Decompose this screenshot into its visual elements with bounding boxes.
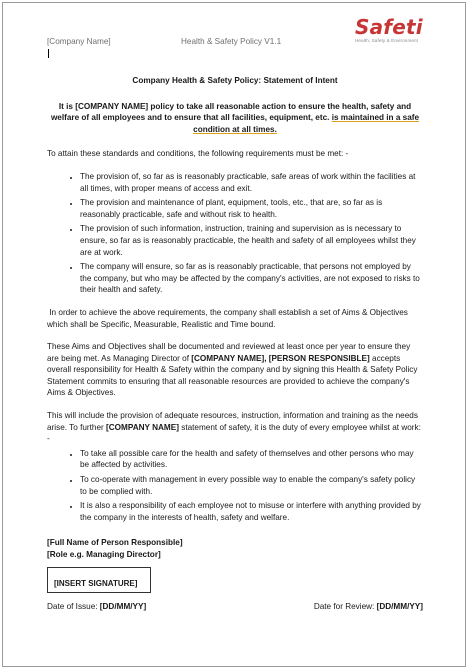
safeti-logo <box>355 17 427 43</box>
list-item: • The company will ensure, so far as is reasonably practicable, that persons not employed by the company, but who may be affected by the company's activities, are not exposed to risks to their health and safety. <box>80 261 423 296</box>
issue-date <box>47 601 146 613</box>
signatory-role: [Role e.g. Managing Director] <box>47 550 161 559</box>
list-item: • The provision of, so far as is reasonably practicable, safe areas of work within the facilities at all times, with proper means of access and exit. <box>80 171 423 194</box>
document-body[interactable] <box>47 75 423 613</box>
review-date-value[interactable]: [DD/MM/YY] <box>376 601 423 611</box>
text-cursor <box>48 49 49 58</box>
duty-paragraph <box>47 410 423 445</box>
review-date-label: Date for Review: <box>313 601 377 611</box>
header-company-name[interactable]: [Company Name] <box>47 37 111 46</box>
employee-duties-list <box>47 448 423 524</box>
list-item: • It is also a responsibility of each employee not to misuse or interfere with anything provided by the company in the interests of health, safety and welfare. <box>80 500 423 523</box>
document-page <box>2 2 466 667</box>
list-item: • To co-operate with management in every possible way to enable the company's safety policy to be complied with. <box>80 474 423 497</box>
review-date <box>314 601 423 613</box>
list-item: • To take all possible care for the health and safety of themselves and other persons who may be affected by activities. <box>80 448 423 471</box>
list-item: • The provision of such information, instruction, training and supervision as is necessary to ensure, so far as is reasonably practicable, the health and safety of all employees whilst they are at work. <box>80 223 423 258</box>
issue-date-value[interactable]: [DD/MM/YY] <box>99 601 147 611</box>
signature-box[interactable] <box>47 567 151 593</box>
logo-tagline: Health, Safety & Environment <box>355 38 419 43</box>
logo-wordmark: Safeti <box>355 15 423 39</box>
document-title: Company Health & Safety Policy: Statement of Intent <box>132 76 338 85</box>
signatory-name: [Full Name of Person Responsible] <box>47 538 183 548</box>
page-header <box>47 37 282 46</box>
issue-date-label: Date of Issue: <box>47 601 100 611</box>
intent-main: It is [COMPANY NAME] policy to take all reasonable action to ensure the health, safety and welfare of all employees and to ensure that all facilities, equipment, etc. <box>50 101 412 123</box>
duty-company: [COMPANY NAME] <box>106 422 179 432</box>
duty-text-2: statement of safety, it is the duty of every employee whilst at work: - <box>47 422 421 444</box>
statement-of-intent <box>47 101 423 136</box>
intent-tail: is maintained in a safe condition at all times. <box>193 113 420 134</box>
aims-paragraph: In order to achieve the above requirements, the company shall establish a set of Aims & Objectives which shall be Specific, Measurable, Realistic and Time bound. <box>47 307 411 329</box>
header-policy-version[interactable]: Health & Safety Policy V1.1 <box>181 37 282 46</box>
duty-text-1: This will include the provision of adequate resources, instruction, information and training as the needs arise. To further <box>47 411 418 432</box>
review-company: [COMPANY NAME], [PERSON RESPONSIBLE] <box>191 353 370 363</box>
date-row <box>47 601 423 613</box>
review-paragraph <box>47 341 423 399</box>
signature-placeholder: [INSERT SIGNATURE] <box>54 579 138 588</box>
requirements-list <box>47 171 423 296</box>
list-item: • The provision and maintenance of plant, equipment, tools, etc., that are, so far as is reasonably practicable, safe and without risk to health. <box>80 197 423 220</box>
review-text-2: accepts overall responsibility for Health & Safety within the company and by signing this Health & Safety Policy Statement commits to ensuring that all reasonable resources are provided to achieve the company's Aims & Objectives. <box>47 353 418 398</box>
review-text-1: These Aims and Objectives shall be documented and reviewed at least once per year to ensure they are being met. As Managing Director of <box>47 342 411 363</box>
requirements-intro: To attain these standards and conditions, the following requirements must be met: - <box>47 149 349 159</box>
